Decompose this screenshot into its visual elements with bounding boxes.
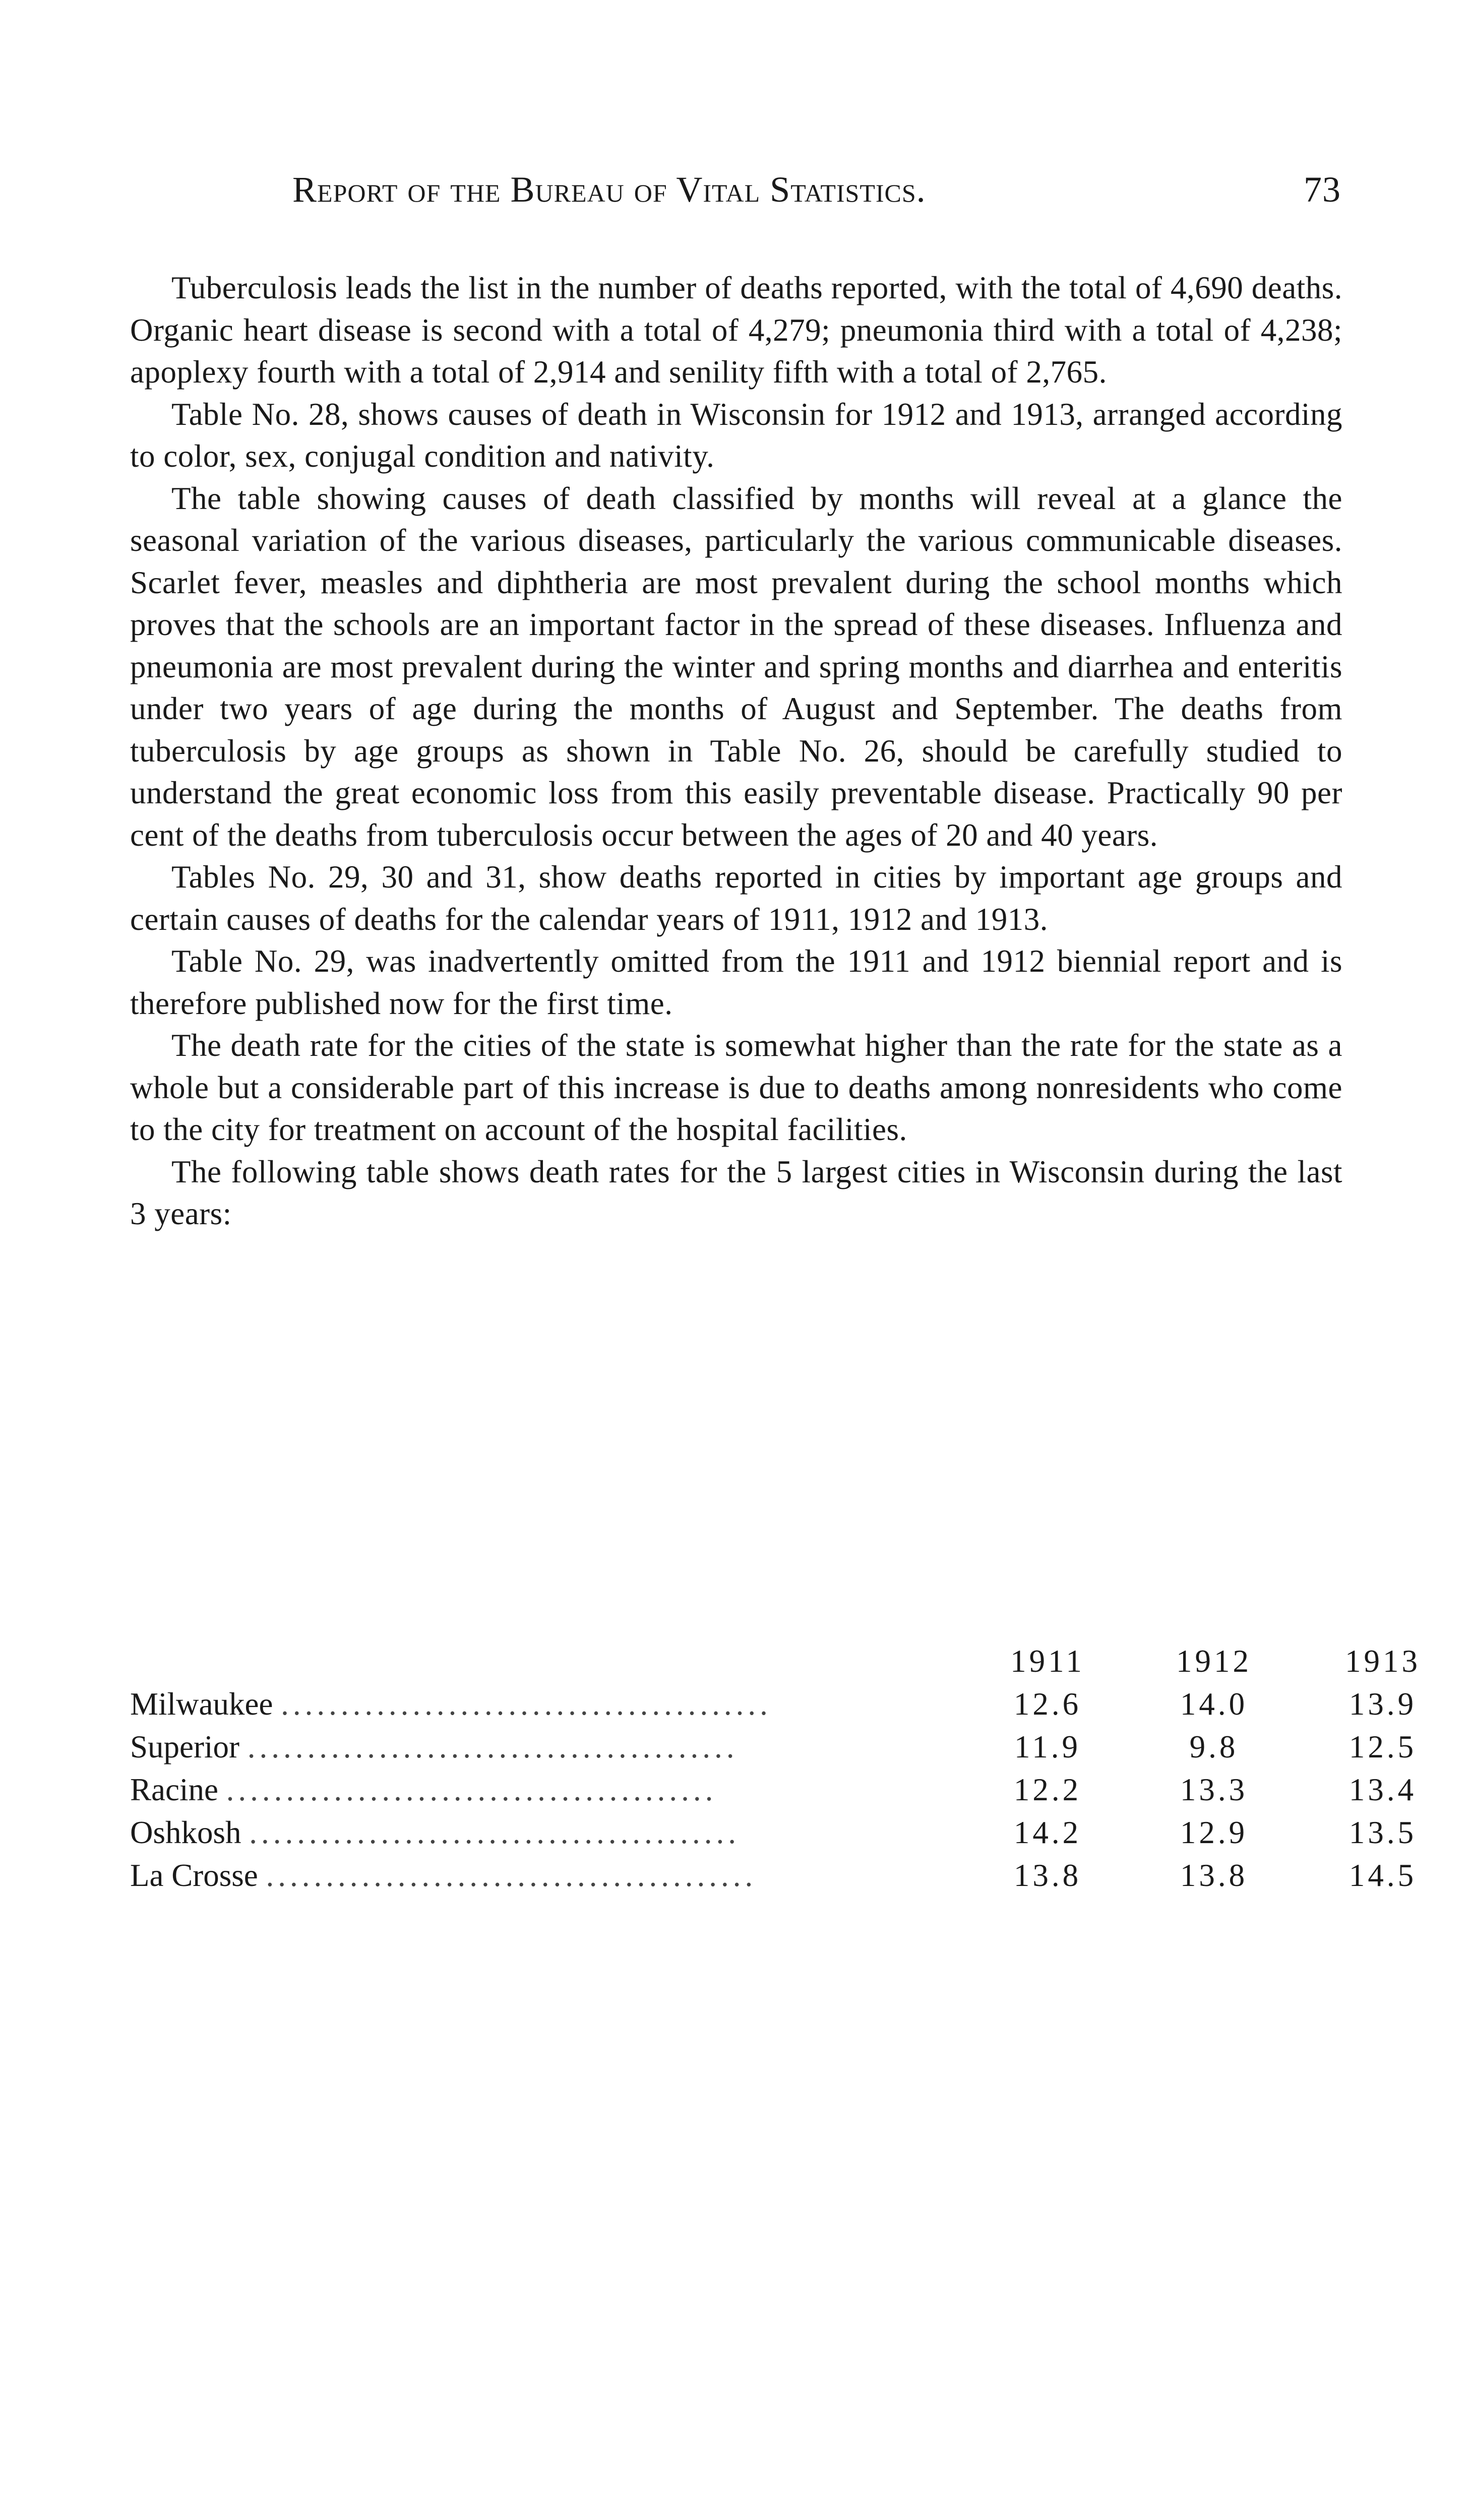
- rate-1913: 13.5: [1348, 1815, 1417, 1850]
- city-name: La Crosse .........................................: [130, 1858, 757, 1893]
- paragraph-table-29: Table No. 29, was inadvertently omitted from the 1911 and 1912 biennial report and is therefore published now for the first time.: [130, 943, 1342, 1021]
- city-name: Milwaukee .........................................: [130, 1686, 772, 1722]
- rate-1912: 13.8: [1180, 1858, 1248, 1893]
- paragraph-table-intro: The following table shows death rates for the 5 largest cities in Wisconsin during the last 3 years:: [130, 1154, 1342, 1231]
- paragraph-city-death-rate: The death rate for the cities of the state is somewhat higher than the rate for the state as a whole but a considerable part of this increase is due to deaths among nonresidents who come to the city for treatment on account of the hospital facilities.: [130, 1028, 1342, 1147]
- rate-1913: 12.5: [1348, 1729, 1417, 1765]
- paragraph-seasonal-variation: The table showing causes of death classified by months will reveal at a glance the seasonal variation of the various diseases, particularly the various communicable diseases. Scarlet fever, measles and diphtheria are most prevalent during the school months which proves that the schools are an important factor in the spread of these diseases. Influenza and pneumonia are most prevalent during the winter and spring months and diarrhea and enteritis under two years of age during the months of August and September. The deaths from tuberculosis by age groups as shown in Table No. 26, should be carefully studied to understand the great economic loss from this easily preventable disease. Practically 90 per cent of the deaths from tuberculosis occur between the ages of 20 and 40 years.: [130, 480, 1342, 853]
- rate-1911: 13.8: [1013, 1858, 1082, 1893]
- death-rates-table: [130, 1643, 1421, 1900]
- rate-1913: 13.4: [1348, 1772, 1417, 1807]
- column-header-1912: 1912: [1176, 1644, 1252, 1679]
- paragraph-table-28: Table No. 28, shows causes of death in Wisconsin for 1912 and 1913, arranged according to color, sex, conjugal condition and nativity.: [130, 396, 1342, 474]
- rate-1911: 11.9: [1014, 1729, 1081, 1765]
- table-row: [130, 1729, 1417, 1772]
- rate-1913: 13.9: [1348, 1686, 1417, 1722]
- city-name: Oshkosh .........................................: [130, 1815, 741, 1850]
- paragraph-tuberculosis: Tuberculosis leads the list in the number of deaths reported, with the total of 4,690 deaths. Organic heart disease is second with a total of 4,279; pneumonia third with a total of 4,238; apoplexy fourth with a total of 2,914 and senility fifth with a total of 2,765.: [130, 270, 1342, 390]
- city-name: Racine .........................................: [130, 1772, 717, 1807]
- header-title: Report of the Bureau of Vital Statistics.: [292, 169, 926, 210]
- paragraph-tables-29-31: Tables No. 29, 30 and 31, show deaths reported in cities by important age groups and certain causes of deaths for the calendar years of 1911, 1912 and 1913.: [130, 859, 1342, 937]
- table-row: [130, 1857, 1417, 1900]
- rate-1911: 12.6: [1013, 1686, 1082, 1722]
- rate-1913: 14.5: [1348, 1858, 1417, 1893]
- city-name: Superior .........................................: [130, 1729, 739, 1765]
- column-header-1911: 1911: [1010, 1644, 1085, 1679]
- table-row: [130, 1772, 1417, 1814]
- rate-1911: 12.2: [1013, 1772, 1082, 1807]
- page-number: 73: [1304, 169, 1341, 210]
- rate-1912: 9.8: [1189, 1729, 1239, 1765]
- rate-1912: 12.9: [1180, 1815, 1248, 1850]
- column-header-1913: 1913: [1345, 1644, 1421, 1679]
- rate-1911: 14.2: [1013, 1815, 1082, 1850]
- rate-1912: 14.0: [1180, 1686, 1248, 1722]
- running-header: [292, 169, 1341, 224]
- body-text: [130, 267, 1342, 1235]
- table-header-row: [130, 1643, 1421, 1686]
- rate-1912: 13.3: [1180, 1772, 1248, 1807]
- table-row: [130, 1814, 1417, 1857]
- table-row: [130, 1686, 1417, 1729]
